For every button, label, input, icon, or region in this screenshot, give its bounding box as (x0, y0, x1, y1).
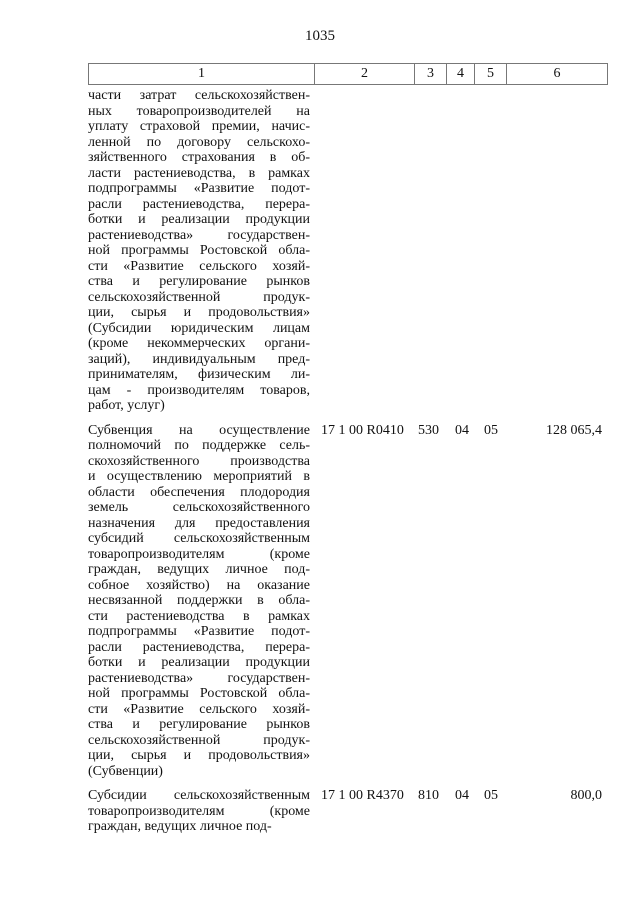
description-line: ной программы Ростовской обла- (88, 686, 310, 701)
description-line: сельскохозяйственной продук- (88, 732, 310, 748)
section: 04 (455, 788, 469, 803)
row-description (88, 88, 310, 414)
header-col-3: 3 (415, 64, 447, 84)
description-line: подпрограммы «Развитие подот- (88, 624, 310, 639)
budget-code: 17 1 00 R4370 (321, 788, 404, 803)
header-col-2: 2 (315, 64, 415, 84)
description-line: расли растениеводства, перера- (88, 639, 310, 655)
section: 04 (455, 422, 469, 438)
table-row (88, 788, 608, 835)
description-line: ботки и реализации продукции (88, 655, 310, 670)
description-line: Субвенция на осуществление (88, 422, 310, 438)
description-line: ции, сырья и продовольствия» (88, 748, 310, 763)
expense-type: 810 (418, 788, 439, 803)
description-line: подпрограммы «Развитие подот- (88, 181, 310, 196)
header-col-5: 5 (475, 64, 507, 84)
amount: 800,0 (570, 788, 602, 803)
expense-type: 530 (418, 422, 439, 438)
description-line: граждан, ведущих личное под- (88, 819, 272, 834)
page-number: 1035 (305, 28, 335, 44)
description-line: товаропроизводителям (кроме (88, 803, 310, 819)
description-line: расли растениеводства, перера- (88, 196, 310, 212)
description-line: субсидий сельскохозяйственным (88, 531, 310, 546)
description-line: сти «Развитие сельского хозяй- (88, 701, 310, 717)
table-row (88, 423, 608, 780)
amount: 128 065,4 (546, 422, 602, 438)
budget-code: 17 1 00 R0410 (321, 422, 404, 438)
description-line: сельскохозяйственной продук- (88, 289, 310, 305)
description-line: зяйственного страхования в об- (88, 150, 310, 165)
description-line: ной программы Ростовской обла- (88, 243, 310, 258)
description-line: товаропроизводителям (кроме (88, 546, 310, 562)
row-description (88, 423, 310, 780)
description-line: ции, сырья и продовольствия» (88, 305, 310, 320)
header-col-6: 6 (553, 66, 561, 81)
description-line: заций), индивидуальным пред- (88, 351, 310, 367)
description-line: несвязанной поддержки в обла- (88, 593, 310, 608)
description-line: назначения для предоставления (88, 515, 310, 531)
description-line: принимателям, физическим ли- (88, 367, 310, 382)
description-line: цам - производителям товаров, (88, 382, 310, 398)
description-line: ласти растениеводства, в рамках (88, 165, 310, 181)
description-line: граждан, ведущих личное под- (88, 562, 310, 577)
description-line: сти «Развитие сельского хозяй- (88, 258, 310, 274)
description-line: (кроме некоммерческих органи- (88, 336, 310, 351)
description-line: (Субсидии юридическим лицам (88, 320, 310, 336)
description-line: ства и регулирование рынков (88, 717, 310, 732)
row-description (88, 788, 310, 835)
table-header (88, 63, 608, 85)
header-col-4: 4 (447, 64, 475, 84)
description-line: уплату страховой премии, начис- (88, 119, 310, 134)
subsection: 05 (484, 422, 498, 438)
description-line: области обеспечения плодородия (88, 484, 310, 500)
description-line: растениеводства» государствен- (88, 227, 310, 243)
description-line: скохозяйственного производства (88, 453, 310, 469)
description-line: земель сельскохозяйственного (88, 500, 310, 515)
table-body (88, 88, 608, 844)
table-row (88, 88, 608, 414)
description-line: (Субвенции) (88, 763, 163, 779)
description-line: и осуществлению мероприятий в (88, 469, 310, 484)
description-line: ботки и реализации продукции (88, 212, 310, 227)
description-line: части затрат сельскохозяйствен- (88, 88, 310, 103)
description-line: работ, услуг) (88, 398, 165, 413)
description-line: растениеводства» государствен- (88, 670, 310, 686)
description-line: сти растениеводства в рамках (88, 608, 310, 624)
description-line: ленной по договору сельскохо- (88, 134, 310, 150)
description-line: ства и регулирование рынков (88, 274, 310, 289)
description-line: собное хозяйство) на оказание (88, 577, 310, 593)
description-line: полномочий по поддержке сель- (88, 438, 310, 453)
subsection: 05 (484, 788, 498, 803)
description-line: ных товаропроизводителей на (88, 103, 310, 119)
header-col-1: 1 (89, 64, 315, 84)
description-line: Субсидии сельскохозяйственным (88, 788, 310, 803)
